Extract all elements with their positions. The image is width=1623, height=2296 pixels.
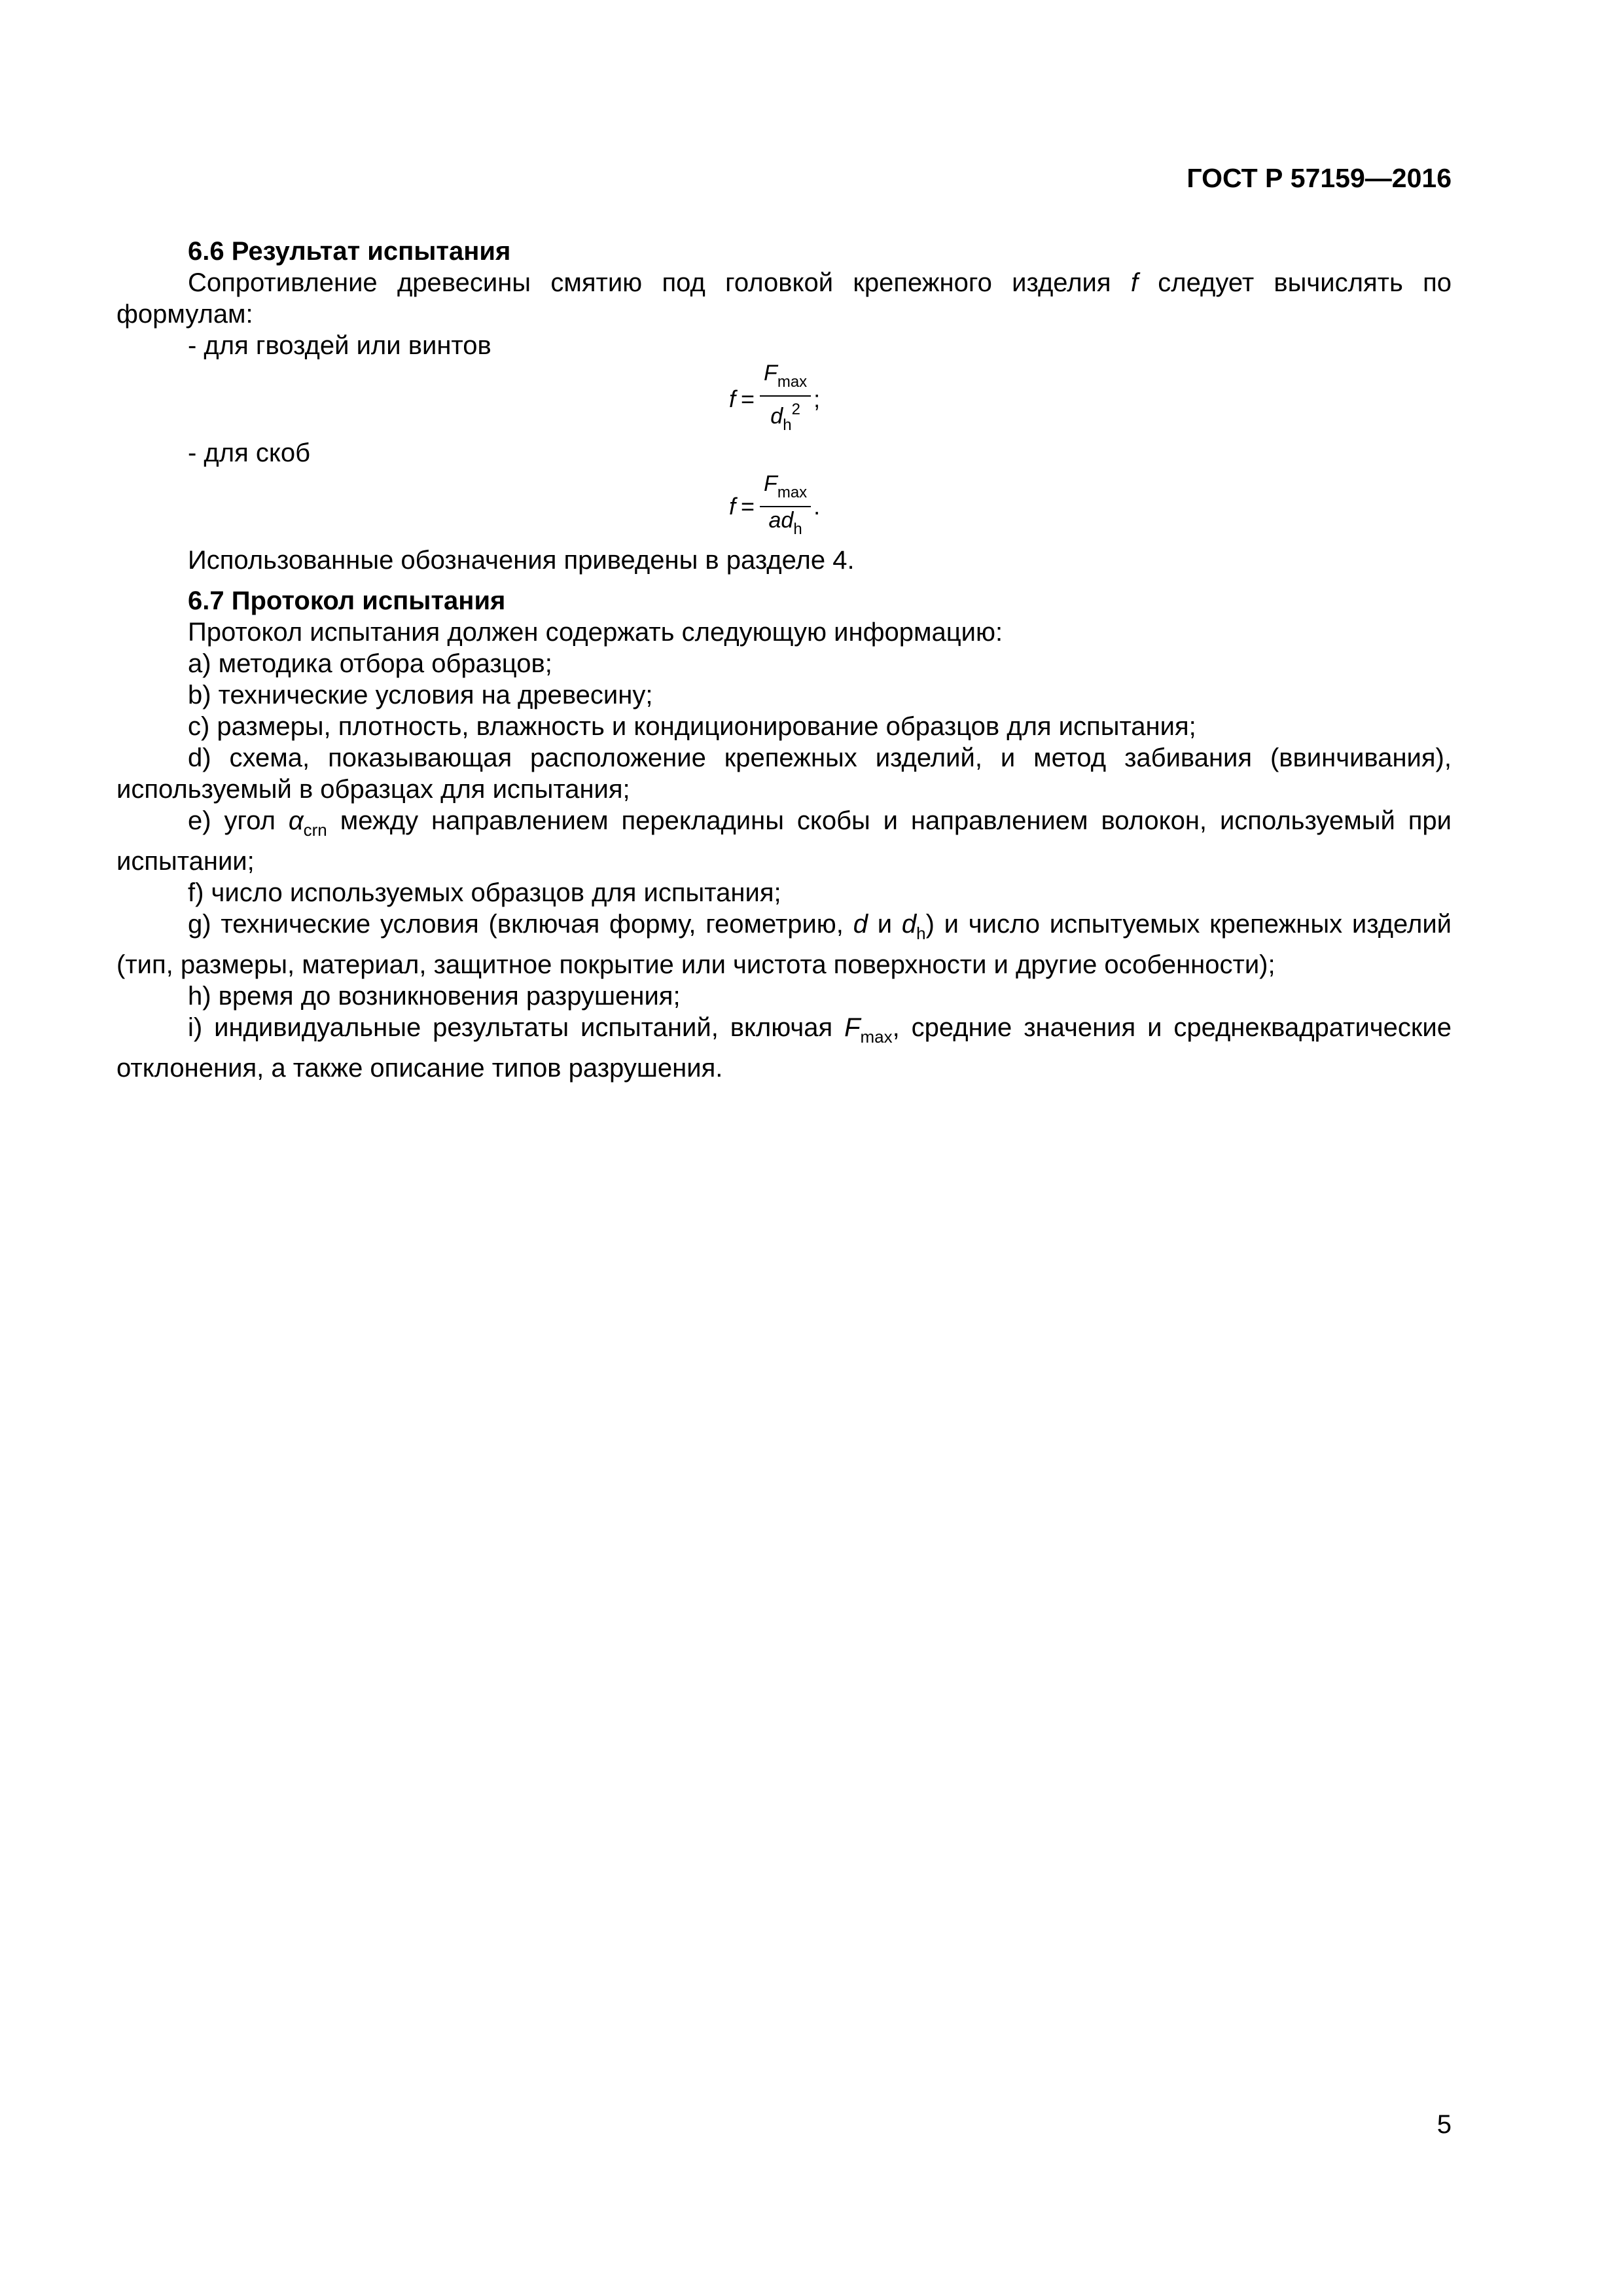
formula-nails bbox=[116, 361, 1452, 434]
section-6-6-intro bbox=[116, 267, 1452, 330]
list-item-e: e) угол $\alpha_{crn}$ между направлением перекладины скобы и направлением волокон, используемый при испытании; bbox=[116, 806, 1452, 876]
section-6-6-title: 6.6 Результат испытания bbox=[188, 237, 511, 266]
list-item-i: i) индивидуальные результаты испытаний, включая $F_{max}$, средние значения и среднеквадратические отклонения, а также описание типов разрушения. bbox=[116, 1013, 1452, 1083]
list-item-g: g) технические условия (включая форму, геометрию, d и $d_h$) и число испытуемых крепежных изделий (тип, размеры, материал, защитное покрытие или чистота поверхности и другие особенности); bbox=[116, 910, 1452, 979]
intro-variable-f: f bbox=[1130, 268, 1138, 297]
intro-text-a: Сопротивление древесины смятию под головкой крепежного изделия bbox=[188, 268, 1111, 297]
alpha-symbol: α bbox=[288, 806, 304, 835]
case-staples-label: - для скоб bbox=[188, 439, 310, 467]
formula-staples bbox=[116, 471, 1452, 538]
page-number: 5 bbox=[1436, 2110, 1452, 2139]
case-nails-label: - для гвоздей или винтов bbox=[188, 331, 491, 360]
list-item-h: h) время до возникновения разрушения; bbox=[188, 982, 681, 1011]
section-6-7-intro: Протокол испытания должен содержать следующую информацию: bbox=[188, 618, 1003, 647]
formula1-equals: = bbox=[741, 386, 755, 412]
section-6-7-title: 6.7 Протокол испытания bbox=[188, 586, 506, 615]
formula1-lhs: f bbox=[729, 386, 736, 412]
list-item-f: f) число используемых образцов для испытания; bbox=[188, 878, 781, 907]
document-code-header: ГОСТ Р 57159—2016 bbox=[1186, 163, 1452, 193]
list-item-a: а) методика отбора образцов; bbox=[188, 649, 552, 678]
formula2-lhs: f bbox=[729, 493, 736, 520]
formula1-fraction bbox=[760, 360, 811, 439]
formula2-numerator: $F_{max}$ bbox=[760, 471, 811, 507]
list-item-c: c) размеры, плотность, влажность и кондиционирование образцов для испытания; bbox=[188, 712, 1196, 741]
notation-note: Использованные обозначения приведены в разделе 4. bbox=[188, 546, 855, 575]
formula2-denominator: $ad_h$ bbox=[768, 508, 802, 538]
formula1-end: ; bbox=[813, 386, 821, 412]
formula2-equals: = bbox=[741, 493, 755, 520]
document-body bbox=[116, 236, 1452, 1084]
formula1-denominator: $d_h^2$ bbox=[770, 401, 800, 434]
intro-text-b: следует вычислять по формулам: bbox=[116, 268, 1452, 329]
formula2-fraction bbox=[760, 471, 811, 543]
list-item-d: d) схема, показывающая расположение крепежных изделий, и метод забивания (ввинчивания), используемый в образцах для испытания; bbox=[116, 744, 1452, 804]
formula2-end: . bbox=[813, 493, 821, 520]
list-item-b: b) технические условия на древесину; bbox=[188, 681, 653, 709]
formula1-numerator: $F_{max}$ bbox=[760, 360, 811, 397]
